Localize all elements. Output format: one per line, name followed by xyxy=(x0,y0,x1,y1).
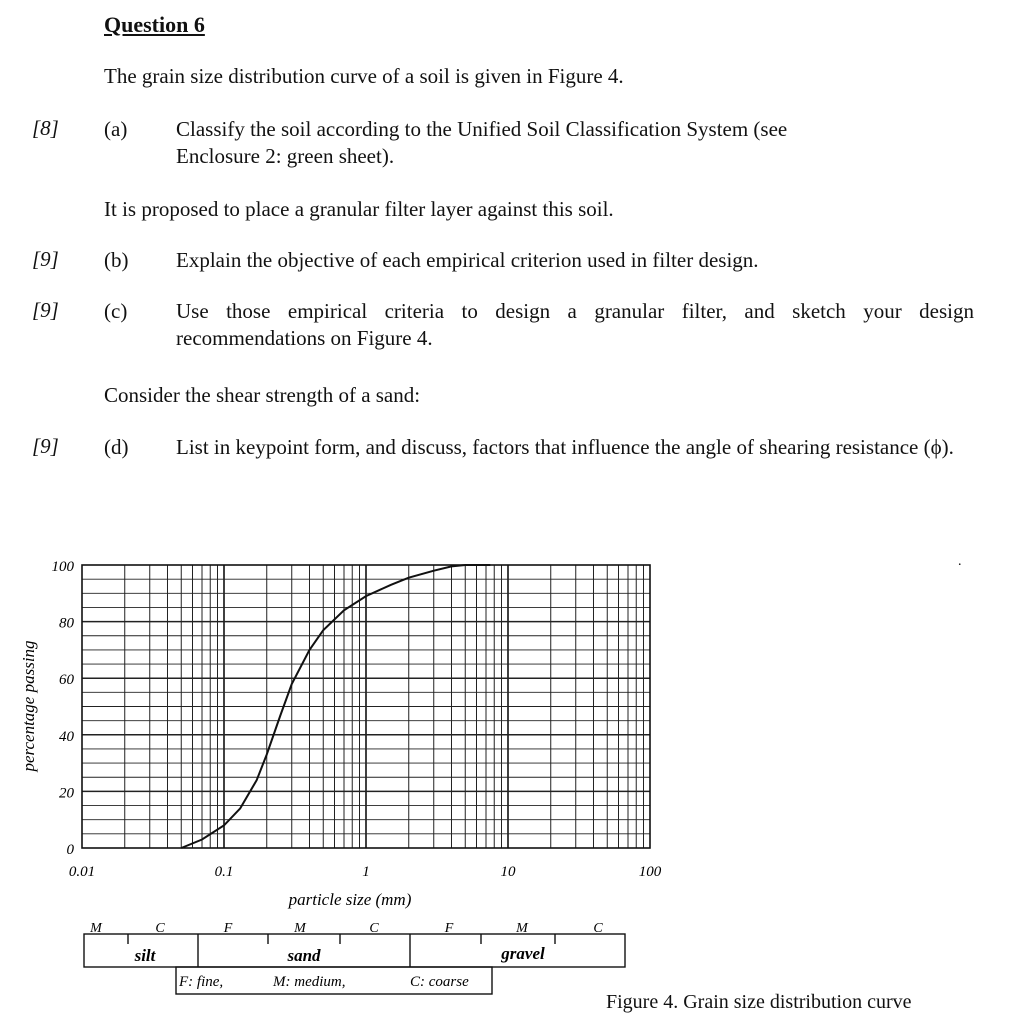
x-tick-label: 10 xyxy=(500,864,516,880)
y-tick-label: 80 xyxy=(59,615,74,632)
x-tick-label: 100 xyxy=(638,864,662,880)
silt-sub-m: M xyxy=(90,921,102,936)
figure-caption: Figure 4. Grain size distribution curve xyxy=(606,991,912,1013)
part-c-text: Use those empirical criteria to design a granular filter, and sketch your design recommendations on Figure 4. xyxy=(176,299,974,350)
gravel-sub-c: C xyxy=(593,921,603,936)
part-a-text: Classify the soil according to the Unified Soil Classification System (see Enclosure 2: green sheet). xyxy=(176,117,788,168)
x-tick-label: 0.1 xyxy=(214,864,234,880)
part-a-label: (a) xyxy=(104,117,128,141)
gravel-label: gravel xyxy=(501,944,545,963)
y-tick-label: 60 xyxy=(59,672,74,689)
part-d-marks: [9] xyxy=(32,434,59,458)
stray-dot: . xyxy=(958,554,962,569)
silt-label: silt xyxy=(134,946,156,965)
part-c-marks: [9] xyxy=(32,298,59,322)
sand-sub-c: C xyxy=(369,921,379,936)
y-tick-label: 40 xyxy=(59,728,74,745)
gravel-sub-f: F xyxy=(444,921,454,936)
y-tick-label: 0 xyxy=(66,842,74,858)
sand-sub-m: M xyxy=(294,921,306,936)
grain-size-figure xyxy=(0,540,1020,1024)
part-b-text: Explain the objective of each empirical criterion used in filter design. xyxy=(176,248,759,272)
x-tick-label: 1 xyxy=(362,864,370,880)
part-d-text: List in keypoint form, and discuss, factors that influence the angle of shearing resistance (ϕ). xyxy=(176,435,954,459)
part-b-label: (b) xyxy=(104,248,129,272)
silt-sub-c: C xyxy=(155,921,165,936)
x-axis-label: particle size (mm) xyxy=(288,890,412,909)
legend-coarse: C: coarse xyxy=(410,974,469,990)
question-title: Question 6 xyxy=(104,12,205,37)
y-tick-label: 100 xyxy=(51,559,74,575)
y-tick-label: 20 xyxy=(59,785,74,802)
y-axis-label: percentage passing xyxy=(19,640,38,772)
legend-medium: M: medium, xyxy=(273,974,346,990)
part-b-marks: [9] xyxy=(32,247,59,271)
soil-classification-bar xyxy=(84,934,625,994)
part-a-marks: [8] xyxy=(32,116,59,140)
filter-intro: It is proposed to place a granular filter layer against this soil. xyxy=(104,197,614,221)
x-tick-label: 0.01 xyxy=(68,864,96,880)
part-c-label: (c) xyxy=(104,299,128,323)
chart-grid xyxy=(82,565,650,848)
sand-sub-f: F xyxy=(223,921,233,936)
part-d-label: (d) xyxy=(104,435,129,459)
sand-label: sand xyxy=(287,946,321,965)
gravel-sub-m: M xyxy=(516,921,528,936)
shear-intro: Consider the shear strength of a sand: xyxy=(104,383,421,407)
question-intro: The grain size distribution curve of a soil is given in Figure 4. xyxy=(104,64,624,88)
legend-fine: F: fine, xyxy=(179,974,224,990)
